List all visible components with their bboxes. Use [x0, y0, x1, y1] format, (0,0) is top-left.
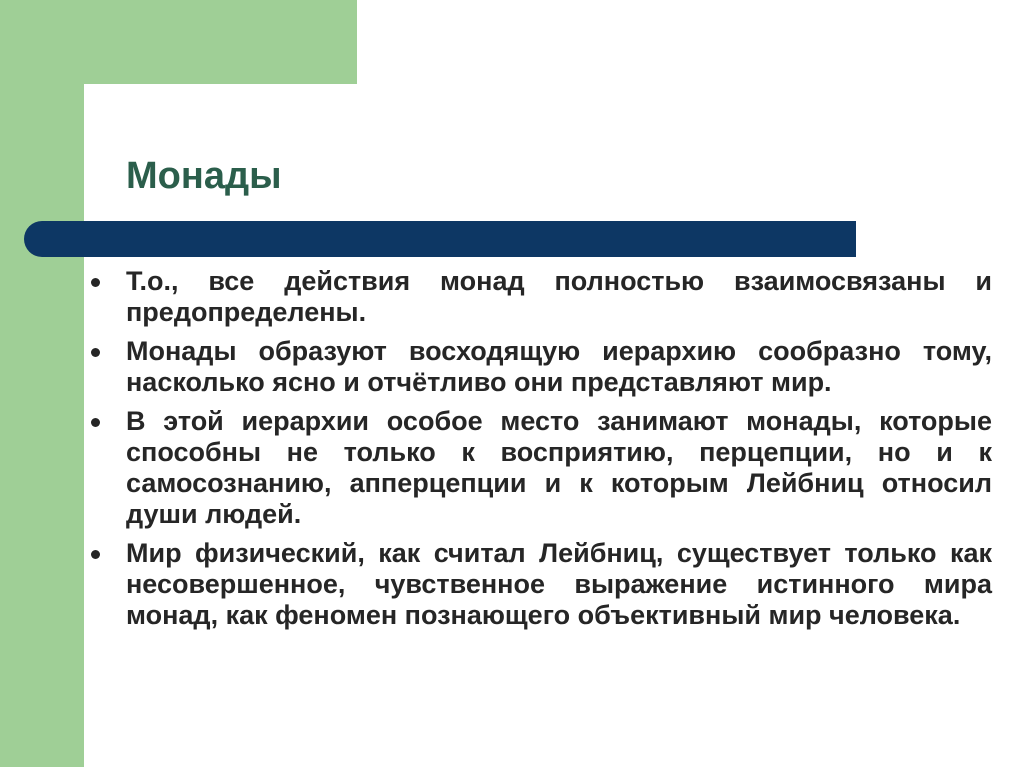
slide-title: Монады — [126, 155, 282, 197]
bullet-dot-icon — [91, 550, 100, 559]
bullet-list — [90, 266, 992, 639]
bullet-item — [90, 336, 992, 398]
bullet-text: В этой иерархии особое место занимают монады, которые способны не только к восприятию, перцепции, но и к самосознанию, апперцепции и к которым Лейбниц относил души людей. — [126, 406, 992, 529]
bullet-dot-icon — [91, 278, 100, 287]
bullet-dot-icon — [91, 418, 100, 427]
title-divider-bar — [24, 221, 856, 257]
bullet-dot-icon — [91, 348, 100, 357]
bullet-text: Т.о., все действия монад полностью взаимосвязаны и предопределены. — [126, 266, 992, 327]
bullet-text: Мир физический, как считал Лейбниц, существует только как несовершенное, чувственное выражение истинного мира монад, как феномен познающего объективный мир человека. — [126, 538, 992, 630]
bullet-item — [90, 266, 992, 328]
green-side-bar — [0, 0, 84, 767]
green-top-bar — [0, 0, 357, 84]
bullet-item — [90, 538, 992, 631]
bullet-item — [90, 406, 992, 530]
bullet-text: Монады образуют восходящую иерархию сообразно тому, насколько ясно и отчётливо они представляют мир. — [126, 336, 992, 397]
